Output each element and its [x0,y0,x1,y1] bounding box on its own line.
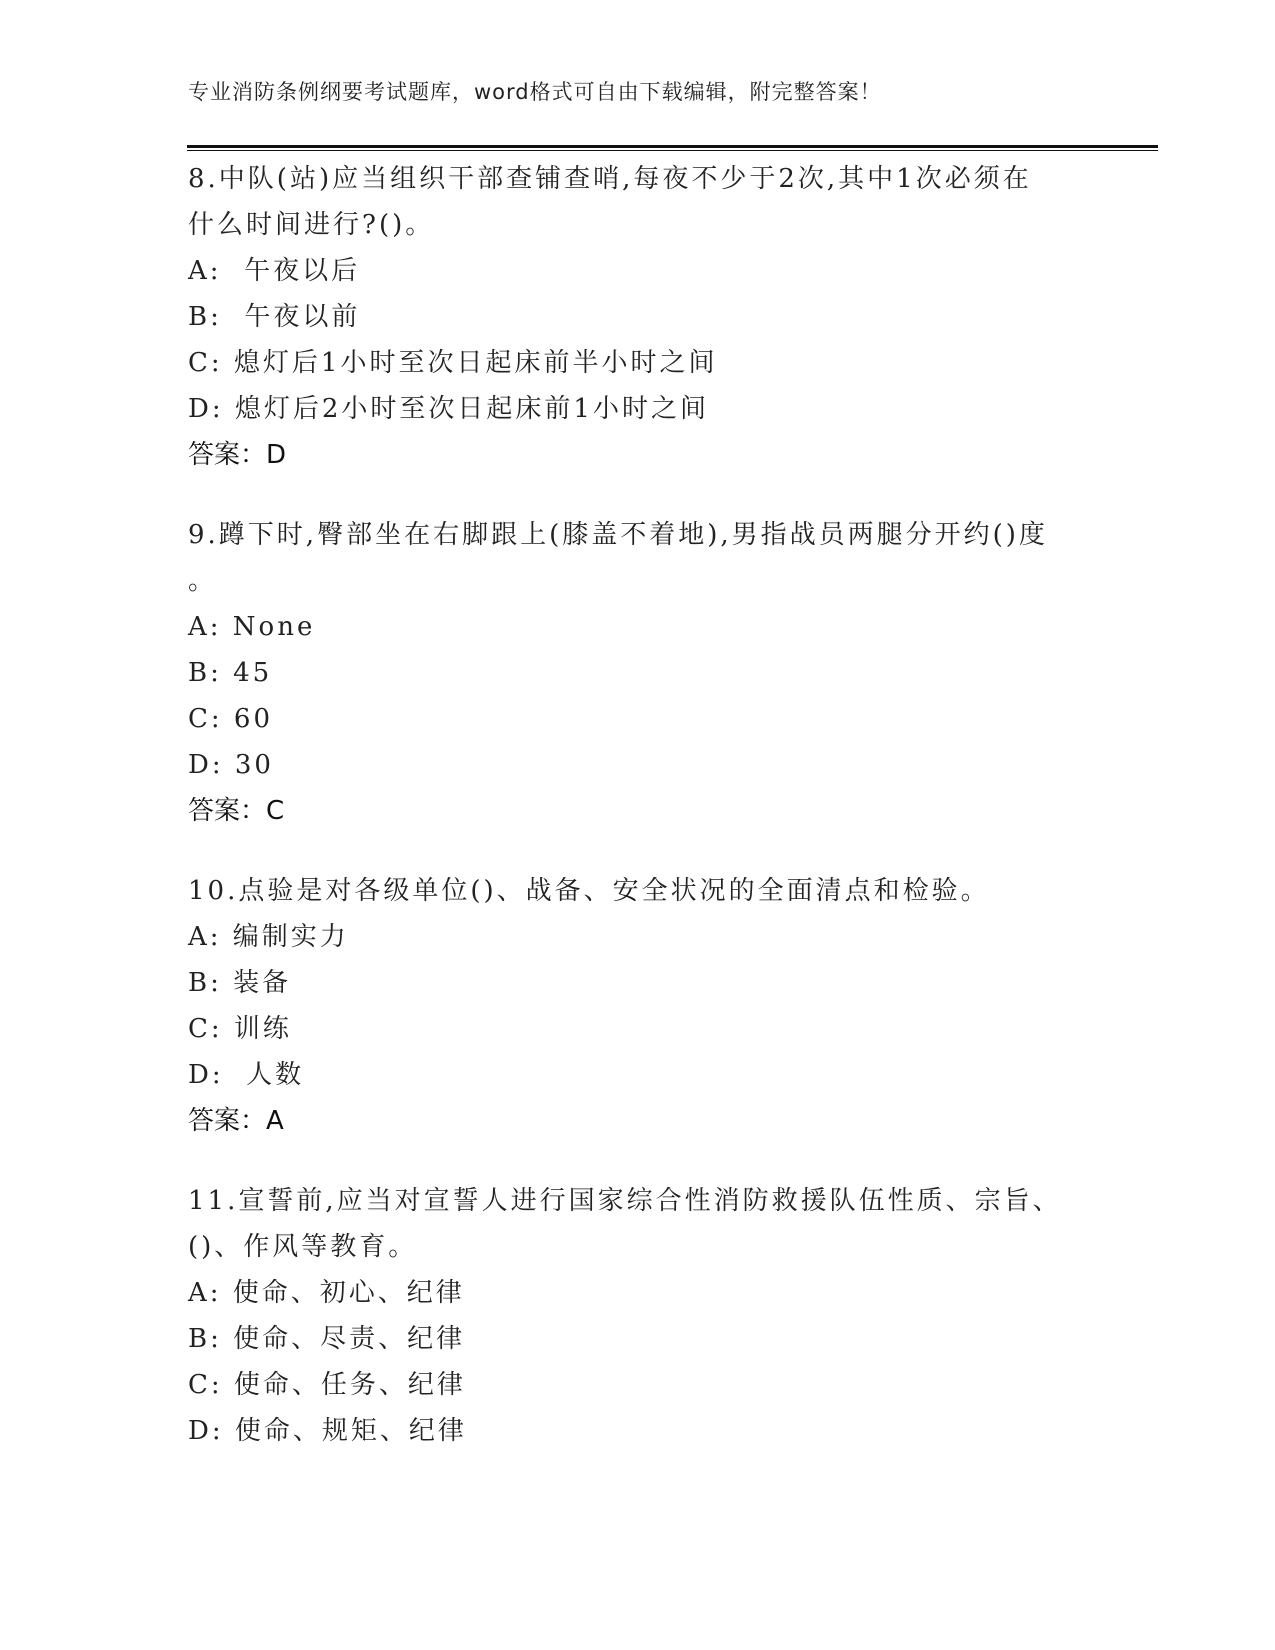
option-b: B: 午夜以前 [188,302,361,332]
question-stem-line: 9.蹲下时,臀部坐在右脚跟上(膝盖不着地),男指战员两腿分开约()度 [188,520,1048,550]
question-stem-line: 什么时间进行?()。 [188,210,435,240]
question-stem-line: 。 [188,566,218,596]
option-d: D: 熄灯后2小时至次日起床前1小时之间 [188,394,709,424]
option-a: A: 编制实力 [188,922,349,952]
question-8 [188,156,1088,478]
option-a: A: 使命、初心、纪律 [188,1278,465,1308]
option-c: C: 熄灯后1小时至次日起床前半小时之间 [188,348,718,378]
page-header: 专业消防条例纲要考试题库，word格式可自由下载编辑，附完整答案！ [188,80,882,104]
question-9 [188,512,1088,834]
option-c: C: 使命、任务、纪律 [188,1370,466,1400]
option-d: D: 30 [188,750,274,780]
option-c: C: 60 [188,704,274,734]
question-10 [188,868,1088,1144]
option-b: B: 使命、尽责、纪律 [188,1324,466,1354]
question-stem-line: ()、作风等教育。 [188,1232,418,1262]
option-d: D: 人数 [188,1060,305,1090]
header-divider [187,145,1158,151]
option-b: B: 装备 [188,968,292,998]
option-a: A: 午夜以后 [188,256,361,286]
question-11 [188,1178,1088,1454]
option-a: A: None [188,612,316,642]
answer-line: 答案：C [188,796,285,826]
option-c: C: 训练 [188,1014,292,1044]
option-b: B: 45 [188,658,273,688]
question-stem-line: 11.宣誓前,应当对宣誓人进行国家综合性消防救援队伍性质、宗旨、 [188,1186,1062,1216]
question-list [188,156,1088,1488]
question-stem-line: 8.中队(站)应当组织干部查铺查哨,每夜不少于2次,其中1次必须在 [188,164,1032,194]
option-d: D: 使命、规矩、纪律 [188,1416,467,1446]
answer-line: 答案：D [188,440,287,470]
question-stem-line: 10.点验是对各级单位()、战备、安全状况的全面清点和检验。 [188,876,990,906]
answer-line: 答案：A [188,1106,284,1136]
